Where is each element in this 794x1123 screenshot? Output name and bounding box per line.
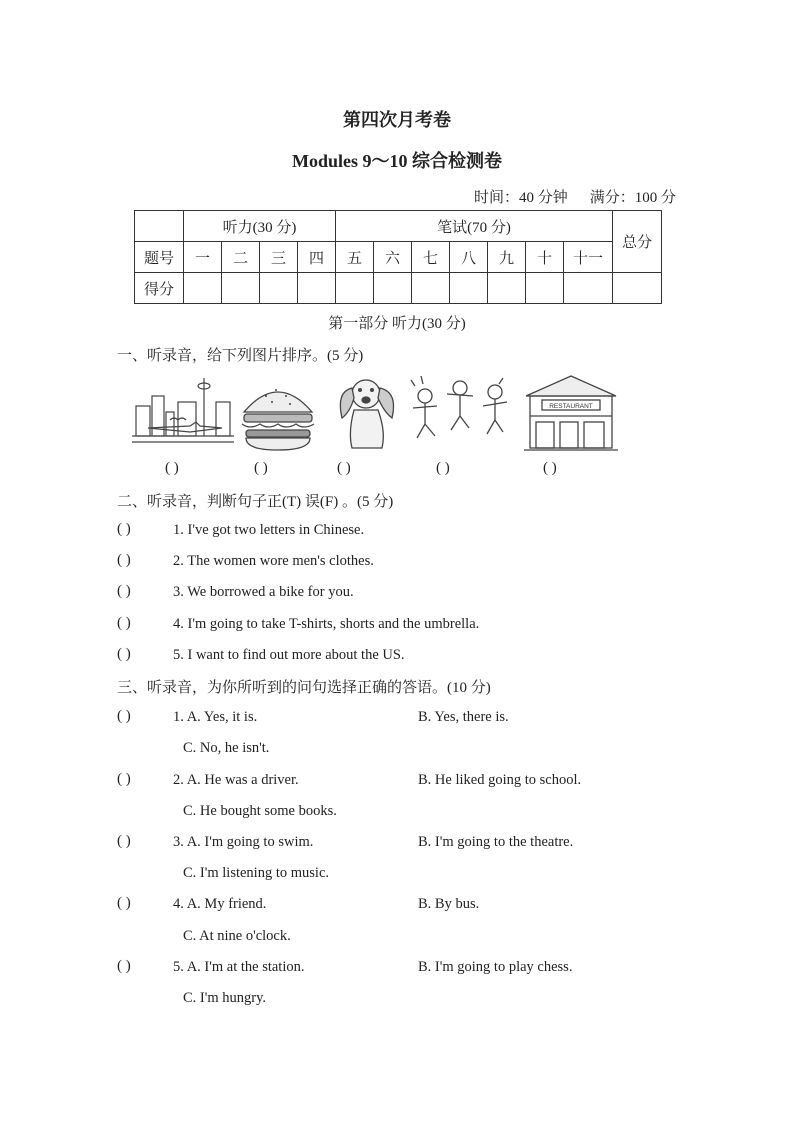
answer-bracket[interactable]: ( )	[543, 460, 557, 476]
row-label-no: 题号	[135, 242, 184, 273]
answer-paren[interactable]: ( )	[117, 771, 131, 787]
score-cell[interactable]	[260, 273, 298, 304]
total-score-cell[interactable]	[613, 273, 662, 304]
score-cell[interactable]	[336, 273, 374, 304]
option-a: 1. A. Yes, it is.	[173, 709, 258, 725]
answer-paren[interactable]: ( )	[117, 646, 131, 662]
question-no: 十一	[564, 242, 613, 273]
question-no: 一	[184, 242, 222, 273]
tf-item: 4. I'm going to take T-shirts, shorts and the umbrella.	[173, 616, 480, 632]
answer-bracket[interactable]: ( )	[337, 460, 351, 476]
score-cell[interactable]	[488, 273, 526, 304]
question-no: 九	[488, 242, 526, 273]
exam-subtitle: Modules 9～10 综合检测卷	[291, 151, 502, 171]
exam-title: 第四次月考卷	[343, 110, 451, 130]
answer-paren[interactable]: ( )	[117, 958, 131, 974]
option-b: B. He liked going to school.	[418, 772, 582, 788]
option-a: 3. A. I'm going to swim.	[173, 834, 314, 850]
answer-paren[interactable]: ( )	[117, 615, 131, 631]
section-2-heading: 二、听录音，判断句子正(T) 误(F) 。(5 分)	[117, 494, 394, 510]
score-table	[134, 210, 662, 304]
answer-paren[interactable]: ( )	[117, 583, 131, 599]
dog-icon	[332, 372, 402, 454]
question-no: 三	[260, 242, 298, 273]
score-cell[interactable]	[564, 273, 613, 304]
hamburger-icon	[240, 372, 316, 454]
writing-header: 笔试(70 分)	[336, 211, 613, 242]
option-a: 2. A. He was a driver.	[173, 772, 299, 788]
time-limit: 时间：40 分钟	[473, 190, 568, 206]
restaurant-sign: RESTAURANT	[549, 403, 593, 410]
option-c: C. At nine o'clock.	[183, 928, 291, 944]
section-3-heading: 三、听录音，为你所听到的问句选择正确的答语。(10 分)	[117, 680, 491, 696]
question-no: 八	[450, 242, 488, 273]
score-cell[interactable]	[526, 273, 564, 304]
row-label-score: 得分	[135, 273, 184, 304]
option-b: B. By bus.	[418, 896, 480, 912]
tf-item: 1. I've got two letters in Chinese.	[173, 522, 365, 538]
option-c: C. He bought some books.	[183, 803, 337, 819]
question-no: 十	[526, 242, 564, 273]
score-cell[interactable]	[450, 273, 488, 304]
restaurant-icon	[520, 372, 622, 454]
option-b: B. I'm going to the theatre.	[418, 834, 574, 850]
corner-cell	[135, 211, 184, 242]
question-no: 四	[298, 242, 336, 273]
tf-item: 2. The women wore men's clothes.	[173, 553, 374, 569]
answer-paren[interactable]: ( )	[117, 552, 131, 568]
question-no: 七	[412, 242, 450, 273]
city-skyline-icon	[130, 372, 236, 454]
score-cell[interactable]	[222, 273, 260, 304]
full-score: 满分：100 分	[589, 190, 676, 206]
question-no: 二	[222, 242, 260, 273]
score-cell[interactable]	[298, 273, 336, 304]
score-cell[interactable]	[374, 273, 412, 304]
score-cell[interactable]	[184, 273, 222, 304]
option-c: C. I'm listening to music.	[183, 865, 329, 881]
option-c: C. No, he isn't.	[183, 740, 270, 756]
exam-meta	[474, 186, 676, 207]
option-a: 5. A. I'm at the station.	[173, 959, 305, 975]
score-cell[interactable]	[412, 273, 450, 304]
answer-paren[interactable]: ( )	[117, 708, 131, 724]
answer-paren[interactable]: ( )	[117, 895, 131, 911]
option-a: 4. A. My friend.	[173, 896, 267, 912]
question-no: 六	[374, 242, 412, 273]
tf-item: 3. We borrowed a bike for you.	[173, 584, 354, 600]
option-c: C. I'm hungry.	[183, 990, 267, 1006]
question-no: 五	[336, 242, 374, 273]
option-b: B. I'm going to play chess.	[418, 959, 573, 975]
total-header: 总分	[613, 211, 662, 273]
part-one-heading: 第一部分 听力(30 分)	[328, 316, 466, 332]
children-jumping-icon	[405, 372, 511, 454]
section-1-heading: 一、听录音，给下列图片排序。(5 分)	[117, 348, 364, 364]
answer-bracket[interactable]: ( )	[165, 460, 179, 476]
answer-bracket[interactable]: ( )	[436, 460, 450, 476]
option-b: B. Yes, there is.	[418, 709, 509, 725]
answer-bracket[interactable]: ( )	[254, 460, 268, 476]
answer-paren[interactable]: ( )	[117, 833, 131, 849]
listening-header: 听力(30 分)	[184, 211, 336, 242]
tf-item: 5. I want to find out more about the US.	[173, 647, 405, 663]
answer-paren[interactable]: ( )	[117, 521, 131, 537]
